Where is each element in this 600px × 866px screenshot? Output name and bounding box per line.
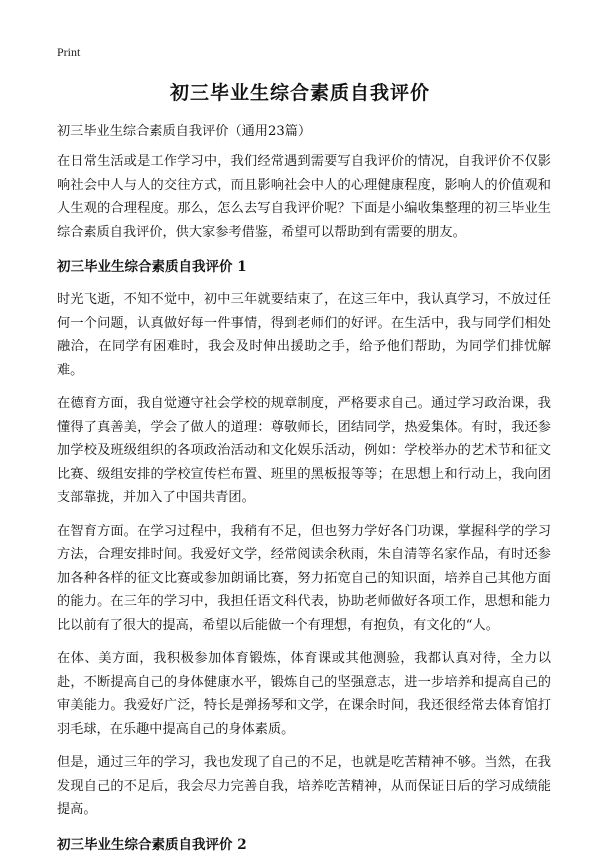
intro-paragraph: 在日常生活或是工作学习中，我们经常遇到需要写自我评价的情况，自我评价不仅影响社会中人与人的交往方式，而且影响社会中人的心理健康程度，影响人的价值观和人生观的合理程度。那么，怎么去写自我评价呢？下面是小编收集整理的初三毕业生综合素质自我评价，供大家参考借鉴，希望可以帮助到有需要的朋友。 — [57, 154, 551, 240]
section-1-paragraph-2: 在德育方面，我自觉遵守社会学校的规章制度，严格要求自己。通过学习政治课，我懂得了真善美，学会了做人的道理：尊敬师长，团结同学，热爱集体。有时，我还参加学校及班级组织的各项政治活动和文化娱乐活动，例如：学校举办的艺术节和征文比赛、级组安排的学校宣传栏布置、班里的黑板报等等；在思想上和行动上，我向团支部靠拢，并加入了中国共青团。 — [57, 396, 551, 505]
section-1-paragraph-4: 在体、美方面，我积极参加体育锻炼，体育课或其他测验，我都认真对待，全力以赴，不断提高自己的身体健康水平，锻炼自己的坚强意志，进一步培养和提高自己的审美能力。我爱好广泛，特长是弹扬琴和文学，在课余时间，我还很经常去体育馆打羽毛球，在乐趣中提高自己的身体素质。 — [57, 651, 551, 737]
document-body — [57, 150, 551, 866]
section-1-paragraph-5: 但是，通过三年的学习，我也发现了自己的不足，也就是吃苦精神不够。当然，在我发现自己的不足后，我会尽力完善自我，培养吃苦精神，从而保证日后的学习成绩能提高。 — [57, 755, 551, 817]
section-heading-1: 初三毕业生综合素质自我评价 1 — [57, 259, 247, 275]
section-heading-2: 初三毕业生综合素质自我评价 2 — [57, 836, 247, 853]
document-subtitle: 初三毕业生综合素质自我评价（通用23篇） — [57, 124, 312, 139]
print-link[interactable]: Print — [57, 45, 81, 59]
section-1-paragraph-1: 时光飞逝，不知不觉中，初中三年就要结束了，在这三年中，我认真学习，不放过任何一个问题，认真做好每一件事情，得到老师们的好评。在生活中，我与同学们相处融洽，在同学有困难时，我会及时伸出援助之手，给予他们帮助，为同学们排忧解难。 — [57, 292, 551, 378]
page-title: 初三毕业生综合素质自我评价 — [169, 82, 430, 104]
section-1-paragraph-3: 在智育方面。在学习过程中，我稍有不足，但也努力学好各门功课，掌握科学的学习方法，合理安排时间。我爱好文学，经常阅读余秋雨，朱自清等名家作品，有时还参加各种各样的征文比赛或参加朗诵比赛，努力拓宽自己的知识面，培养自己其他方面的能力。在三年的学习中，我担任语文科代表，协助老师做好各项工作，思想和能力比以前有了很大的提高，希望以后能做一个有理想，有抱负，有文化的“人。 — [57, 523, 551, 633]
